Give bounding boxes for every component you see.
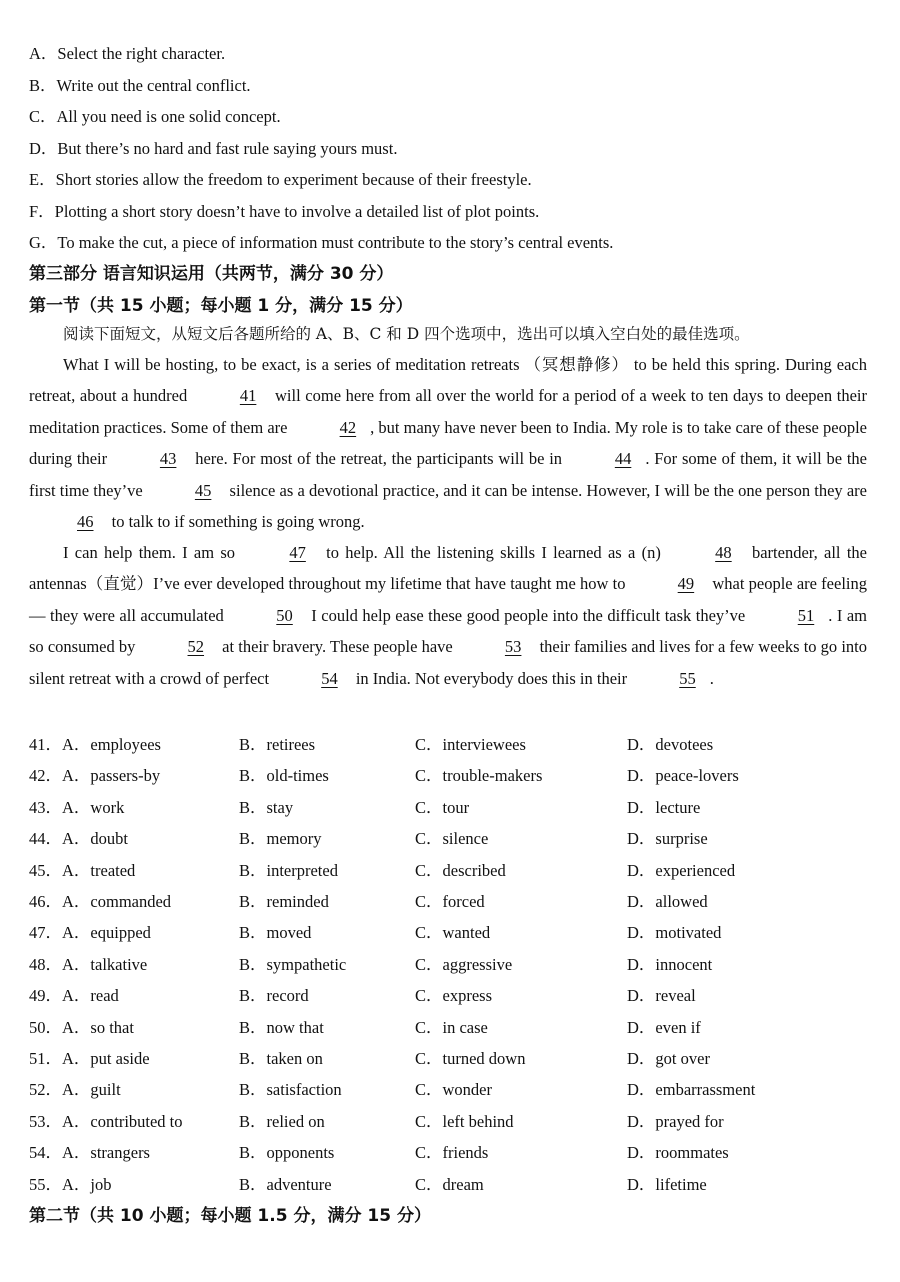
task-option-d: D．But there’s no hard and fast rule saying yours must. [29,139,398,158]
option-c[interactable]: C．trouble-makers [415,766,543,786]
question-number: 50． [29,1017,62,1037]
option-c[interactable]: C．dream [415,1174,484,1194]
option-text: A．commanded [62,892,172,911]
question-number: 51． [29,1049,62,1068]
option-a[interactable] [29,888,171,912]
option-c[interactable]: C．described [415,860,506,880]
question-number: 45． [29,860,62,880]
question-number: 46． [29,892,62,911]
task-option-a: A．Select the right character. [29,44,226,63]
option-d[interactable]: D．lifetime [627,1174,707,1194]
question-row [29,1171,889,1195]
question-row [29,982,889,1006]
passage-text: will come here from all over the world for a period of a week to ten days to deepen their meditation practices. Some of them are [29,386,867,437]
option-text: A．employees [62,735,161,754]
option-d[interactable]: D．reveal [627,986,696,1006]
option-text: A．put aside [62,1049,150,1068]
question-row [29,762,889,786]
option-c[interactable]: C．left behind [415,1111,514,1131]
option-b[interactable]: B．stay [239,797,294,817]
option-d[interactable]: D．experienced [627,860,736,880]
option-d[interactable]: D．prayed for [627,1111,724,1131]
option-text: A．strangers [62,1143,150,1163]
question-row [29,1045,889,1069]
blank-42[interactable]: 42 [339,417,357,437]
option-b[interactable]: B．memory [239,829,322,849]
passage-text: to help. All the listening skills I learned as a (n) [319,543,668,562]
option-c[interactable]: C．forced [415,892,485,911]
passage-text: at their bravery. These people have [218,637,457,657]
option-d[interactable]: D．peace-lovers [627,766,739,786]
question-number: 55． [29,1174,62,1194]
passage-text: . [709,668,714,688]
blank-48[interactable]: 48 [715,543,732,562]
passage-text: to talk to if something is going wrong. [107,512,365,532]
blank-54[interactable]: 54 [321,668,338,688]
option-a[interactable] [29,1108,183,1132]
option-b[interactable]: B．adventure [239,1174,332,1194]
option-b[interactable]: B．record [239,986,309,1006]
option-c[interactable]: C．turned down [415,1049,526,1068]
option-text: A．equipped [62,923,151,943]
option-c[interactable]: C．interviewees [415,735,526,754]
option-a[interactable] [29,731,161,755]
blank-55[interactable]: 55 [679,668,696,688]
option-b[interactable]: B．now that [239,1017,324,1037]
option-d[interactable]: D．even if [627,1017,701,1037]
option-c[interactable]: C．aggressive [415,954,513,974]
question-row [29,919,889,943]
passage-text: bartender, all the antennas（直觉）I’ve ever developed throughout my lifetime that have taught me how to [29,543,867,594]
task-option-f: F．Plotting a short story doesn’t have to involve a detailed list of plot points. [29,202,540,221]
blank-49[interactable]: 49 [677,574,695,594]
passage-text: their families and lives for a few weeks to go into silent retreat with a crowd of perfect [29,637,868,688]
option-b[interactable]: B．retirees [239,735,316,754]
option-d[interactable]: D．devotees [627,735,714,754]
blank-50[interactable]: 50 [276,605,293,625]
question-number: 48． [29,954,62,974]
option-b[interactable]: B．old-times [239,766,329,786]
option-d[interactable]: D．lecture [627,797,701,817]
option-b[interactable]: B．relied on [239,1111,325,1131]
option-b[interactable]: B．moved [239,923,312,943]
blank-53[interactable]: 53 [504,637,522,657]
option-b[interactable]: B．reminded [239,892,329,911]
option-d[interactable]: D．got over [627,1049,710,1068]
option-d[interactable]: D．surprise [627,829,708,849]
option-a[interactable] [29,857,135,881]
question-number: 54． [29,1143,62,1163]
question-row [29,1076,889,1100]
blank-45[interactable]: 45 [194,480,212,500]
question-row [29,731,889,755]
passage-text: , but many have never been to India. My role is to take care of these people during their [29,417,867,469]
task-option-g: G．To make the cut, a piece of information must contribute to the story’s central events. [29,233,614,252]
option-c[interactable]: C．wonder [415,1080,492,1100]
section2-heading: 第二节（共 10 小题；每小题 1.5 分，满分 15 分） [29,1206,431,1226]
task-option-b: B．Write out the central conflict. [29,76,251,95]
instructions: 阅读下面短文，从短文后各题所给的 A、B、C 和 D 四个选项中，选出可以填入空白处的最佳选项。 [63,325,750,343]
option-b[interactable]: B．sympathetic [239,954,347,974]
option-a[interactable] [29,1014,134,1038]
question-number: 41． [29,735,62,754]
option-c[interactable]: C．friends [415,1143,489,1163]
task-option-c: C．All you need is one solid concept. [29,107,281,126]
option-text: A．guilt [62,1080,121,1100]
option-d[interactable]: D．motivated [627,923,722,943]
question-number: 44． [29,829,62,849]
option-a[interactable] [29,1171,112,1195]
question-row [29,1014,889,1038]
option-text: A．work [62,797,125,817]
option-a[interactable] [29,1076,121,1100]
question-number: 53． [29,1111,62,1131]
option-text: A．passers-by [62,766,161,786]
part3-heading: 第三部分 语言知识运用（共两节，满分 30 分） [29,264,394,284]
blank-44[interactable]: 44 [614,449,632,469]
passage-text: here. For most of the retreat, the participants will be in [190,449,567,469]
option-b[interactable]: B．taken on [239,1049,323,1068]
blank-43[interactable]: 43 [159,449,177,469]
option-b[interactable]: B．interpreted [239,860,338,880]
passage-text: what people are feeling — they were all accumulated [29,574,867,625]
blank-46[interactable]: 46 [77,512,94,532]
option-d[interactable]: D．innocent [627,954,713,974]
blank-41[interactable]: 41 [239,386,257,406]
option-d[interactable]: D．allowed [627,892,708,911]
option-c[interactable]: C．wanted [415,923,491,943]
option-d[interactable]: D．embarrassment [627,1080,756,1100]
option-b[interactable]: B．opponents [239,1143,335,1163]
question-row [29,825,889,849]
option-a[interactable] [29,794,124,818]
section1-heading: 第一节（共 15 小题；每小题 1 分，满分 15 分） [29,296,413,316]
passage-text: . For some of them, it will be the first time they’ve [29,449,867,500]
question-row [29,951,889,975]
question-row [29,1108,889,1132]
option-c[interactable]: C．silence [415,829,489,849]
option-a[interactable] [29,762,160,786]
option-text: A．talkative [62,954,148,974]
option-text: A．doubt [62,829,128,849]
passage-text: What I will be hosting, to be exact, is a series of meditation retreats （冥想静修） to be held this spring. During each retreat, about a hundred [29,355,867,406]
question-number: 52． [29,1080,62,1100]
question-row [29,794,889,818]
option-a[interactable] [29,825,128,849]
question-number: 42． [29,766,62,786]
option-c[interactable]: C．in case [415,1017,488,1037]
blank-51[interactable]: 51 [797,605,815,625]
option-text: A．job [62,1174,112,1194]
passage-text: . I am so consumed by [29,605,867,657]
question-number: 49． [29,986,62,1006]
option-text: A．so that [62,1017,134,1037]
blank-52[interactable]: 52 [187,637,205,657]
option-text: A．contributed to [62,1111,183,1131]
question-number: 47． [29,923,62,943]
task-option-e: E．Short stories allow the freedom to experiment because of their freestyle. [29,170,532,189]
passage-text: silence as a devotional practice, and it can be intense. However, I will be the one person they are [225,480,867,500]
option-text: A．read [62,986,119,1006]
option-d[interactable]: D．roommates [627,1143,729,1163]
passage-text: I can help them. I am so [63,543,242,562]
blank-47[interactable]: 47 [289,543,306,562]
passage-text: in India. Not everybody does this in their [351,668,632,688]
option-a[interactable] [29,1045,150,1069]
question-row [29,888,889,912]
question-row [29,857,889,881]
option-a[interactable] [29,919,151,943]
option-a[interactable] [29,1139,150,1163]
passage-paragraph-1 [29,349,867,537]
option-text: A．treated [62,860,136,880]
option-b[interactable]: B．satisfaction [239,1080,342,1100]
option-a[interactable] [29,951,147,975]
option-c[interactable]: C．express [415,986,492,1006]
question-number: 43． [29,797,62,817]
option-c[interactable]: C．tour [415,797,470,817]
passage-paragraph-2 [29,537,867,694]
passage-text: I could help ease these good people into the difficult task they’ve [306,605,750,625]
question-row [29,1139,889,1163]
option-a[interactable] [29,982,119,1006]
